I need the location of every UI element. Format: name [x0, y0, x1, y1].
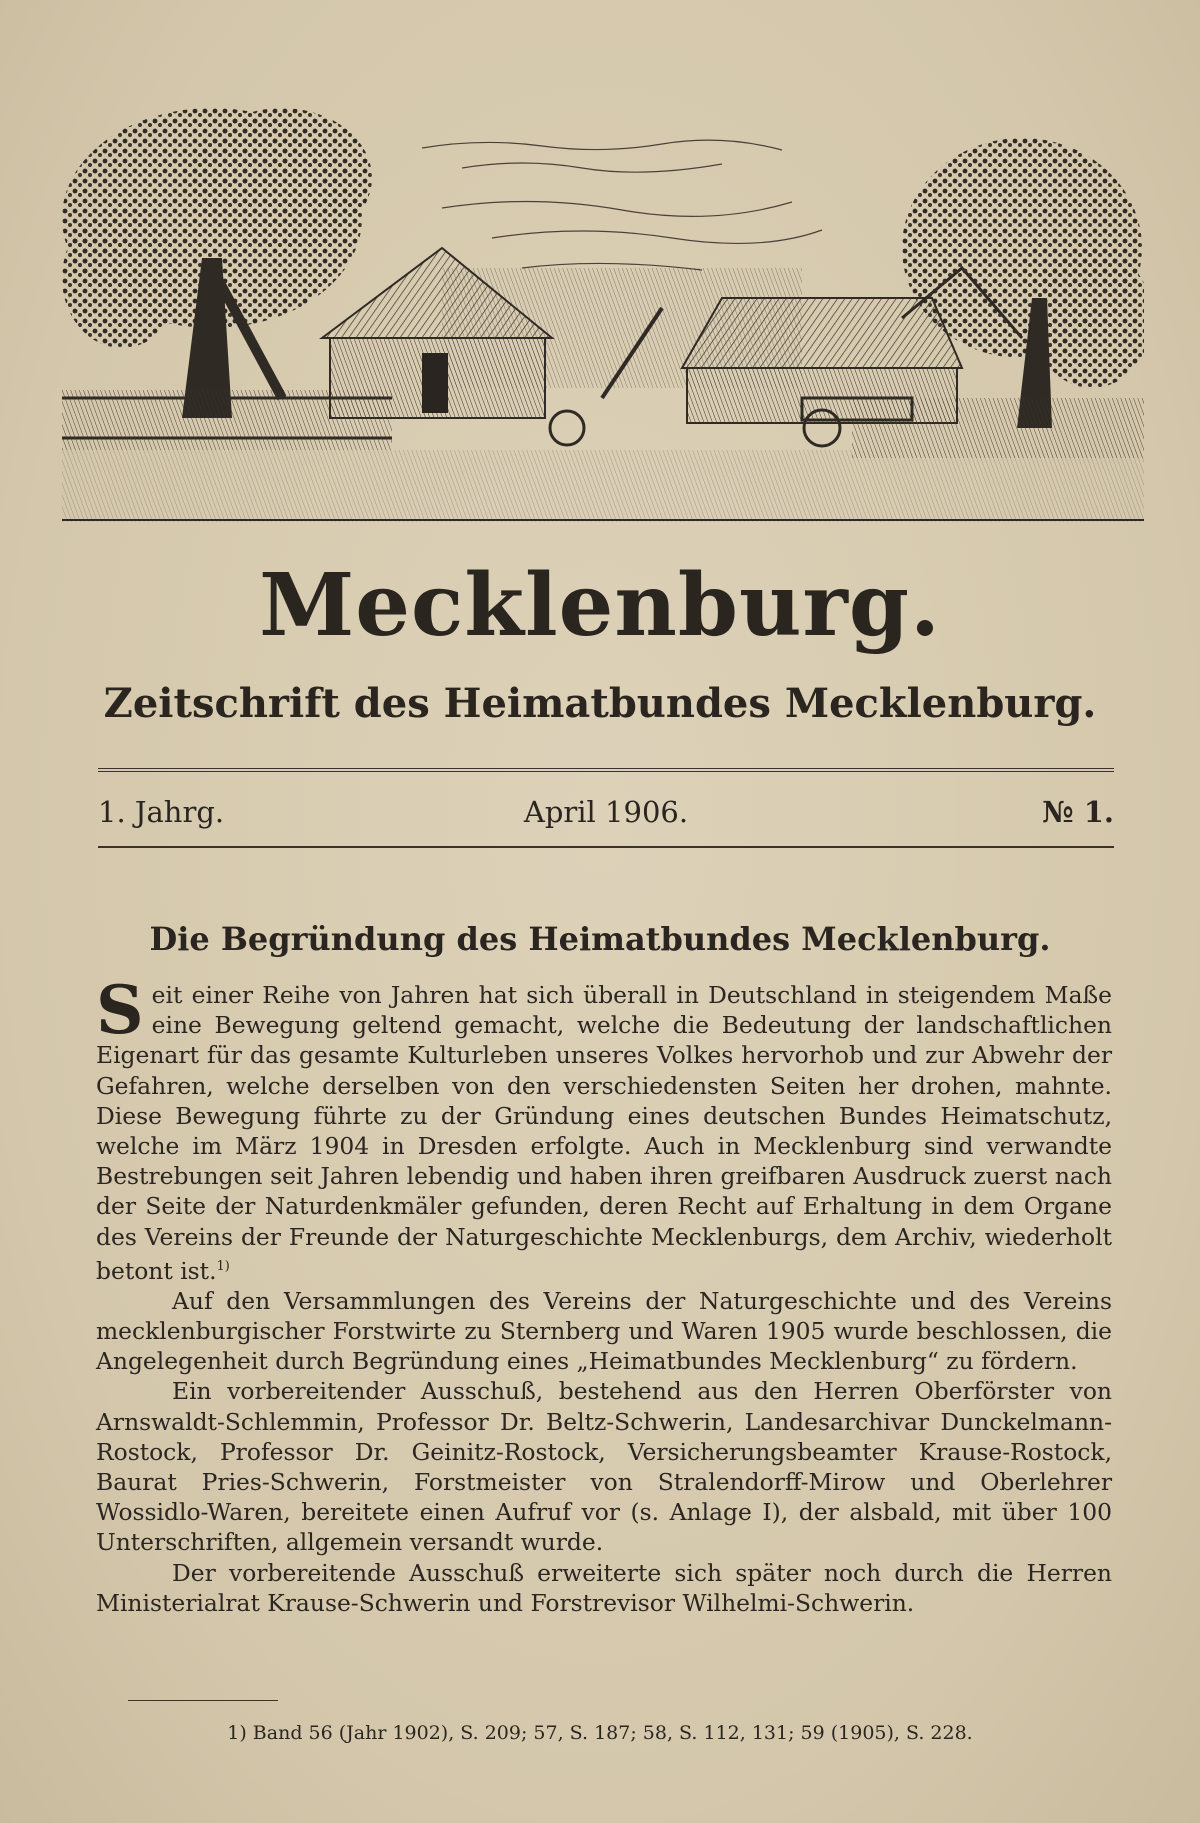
- masthead-title: Mecklenburg.: [259, 555, 941, 656]
- paragraph-3: Ein vorbereitender Ausschuß, bestehend aus den Herren Oberförster von Arnswaldt-Schlemmin, Professor Dr. Beltz-Schwerin, Landesarchivar Dunckelmann-Rostock, Professor Dr. Geinitz-Rostock, Versicherungsbeamter Krause-Rostock, Baurat Pries-Schwerin, Forstmeister von Stralendorff-Mirow und Oberlehrer Wossidlo-Waren, bereitete einen Aufruf vor (s. Anlage I), der alsbald, mit über 100 Unterschriften, allgemein versandt wurde.: [96, 1377, 1112, 1557]
- issue-date: April 1906.: [523, 795, 689, 829]
- footnote: 1) Band 56 (Jahr 1902), S. 209; 57, S. 187; 58, S. 112, 131; 59 (1905), S. 228.: [227, 1722, 973, 1744]
- paragraph-2: Auf den Versammlungen des Vereins der Naturgeschichte und des Vereins mecklenburgischer Forstwirte zu Sternberg und Waren 1905 wurde beschlossen, die Angelegenheit durch Begründung eines „Heimatbundes Mecklenburg“ zu fördern.: [96, 1286, 1112, 1376]
- masthead-rule-top: [98, 768, 1114, 774]
- issue-bar: [98, 795, 1114, 835]
- masthead-rule-bottom: [98, 846, 1114, 848]
- drop-cap: S: [96, 971, 144, 1049]
- article-title: Die Begründung des Heimatbundes Mecklenburg.: [149, 920, 1051, 958]
- left-tree: [62, 108, 372, 418]
- footnote-marker: 1): [216, 1258, 230, 1274]
- issue-number: № 1.: [1042, 795, 1114, 829]
- article-body: [96, 971, 1112, 1618]
- fence-left-pickets: [62, 390, 392, 450]
- fence-right-pickets: [852, 398, 1144, 458]
- issue-volume: 1. Jahrg.: [98, 795, 225, 829]
- wheel: [550, 411, 584, 445]
- clouds: [422, 140, 822, 270]
- masthead-subtitle: Zeitschrift des Heimatbundes Mecklenburg.: [103, 680, 1097, 727]
- paragraph-1-text: eit einer Reihe von Jahren hat sich überall in Deutschland in steigendem Maße eine Bewegung geltend gemacht, welche die Bedeutung der landschaftlichen Eigenart für das gesamte Kulturleben unseres Volkes hervorhob und zur Abwehr der Gefahren, welche derselben von den verschiedensten Seiten her drohen, mahnte. Diese Bewegung führte zu der Gründung eines deutschen Bundes Heimatschutz, welche im März 1904 in Dresden erfolgte. Auch in Mecklenburg sind verwandte Bestrebungen seit Jahren lebendig und haben ihren greifbaren Ausdruck zuerst nach der Seite der Naturdenkmäler gefunden, deren Recht auf Erhaltung in dem Organe des Vereins der Freunde der Naturgeschichte Mecklenburgs, dem Archiv, wiederholt betont ist.: [96, 981, 1112, 1285]
- farmstead-engraving: [62, 98, 1144, 522]
- header-illustration-farmstead: [62, 98, 1144, 522]
- paragraph-1: [96, 971, 1112, 1286]
- footnote-rule: [128, 1700, 278, 1701]
- ground: [62, 450, 1144, 522]
- paragraph-4: Der vorbereitende Ausschuß erweiterte sich später noch durch die Herren Ministerialrat Krause-Schwerin und Forstrevisor Wilhelmi-Schwerin.: [96, 1558, 1112, 1617]
